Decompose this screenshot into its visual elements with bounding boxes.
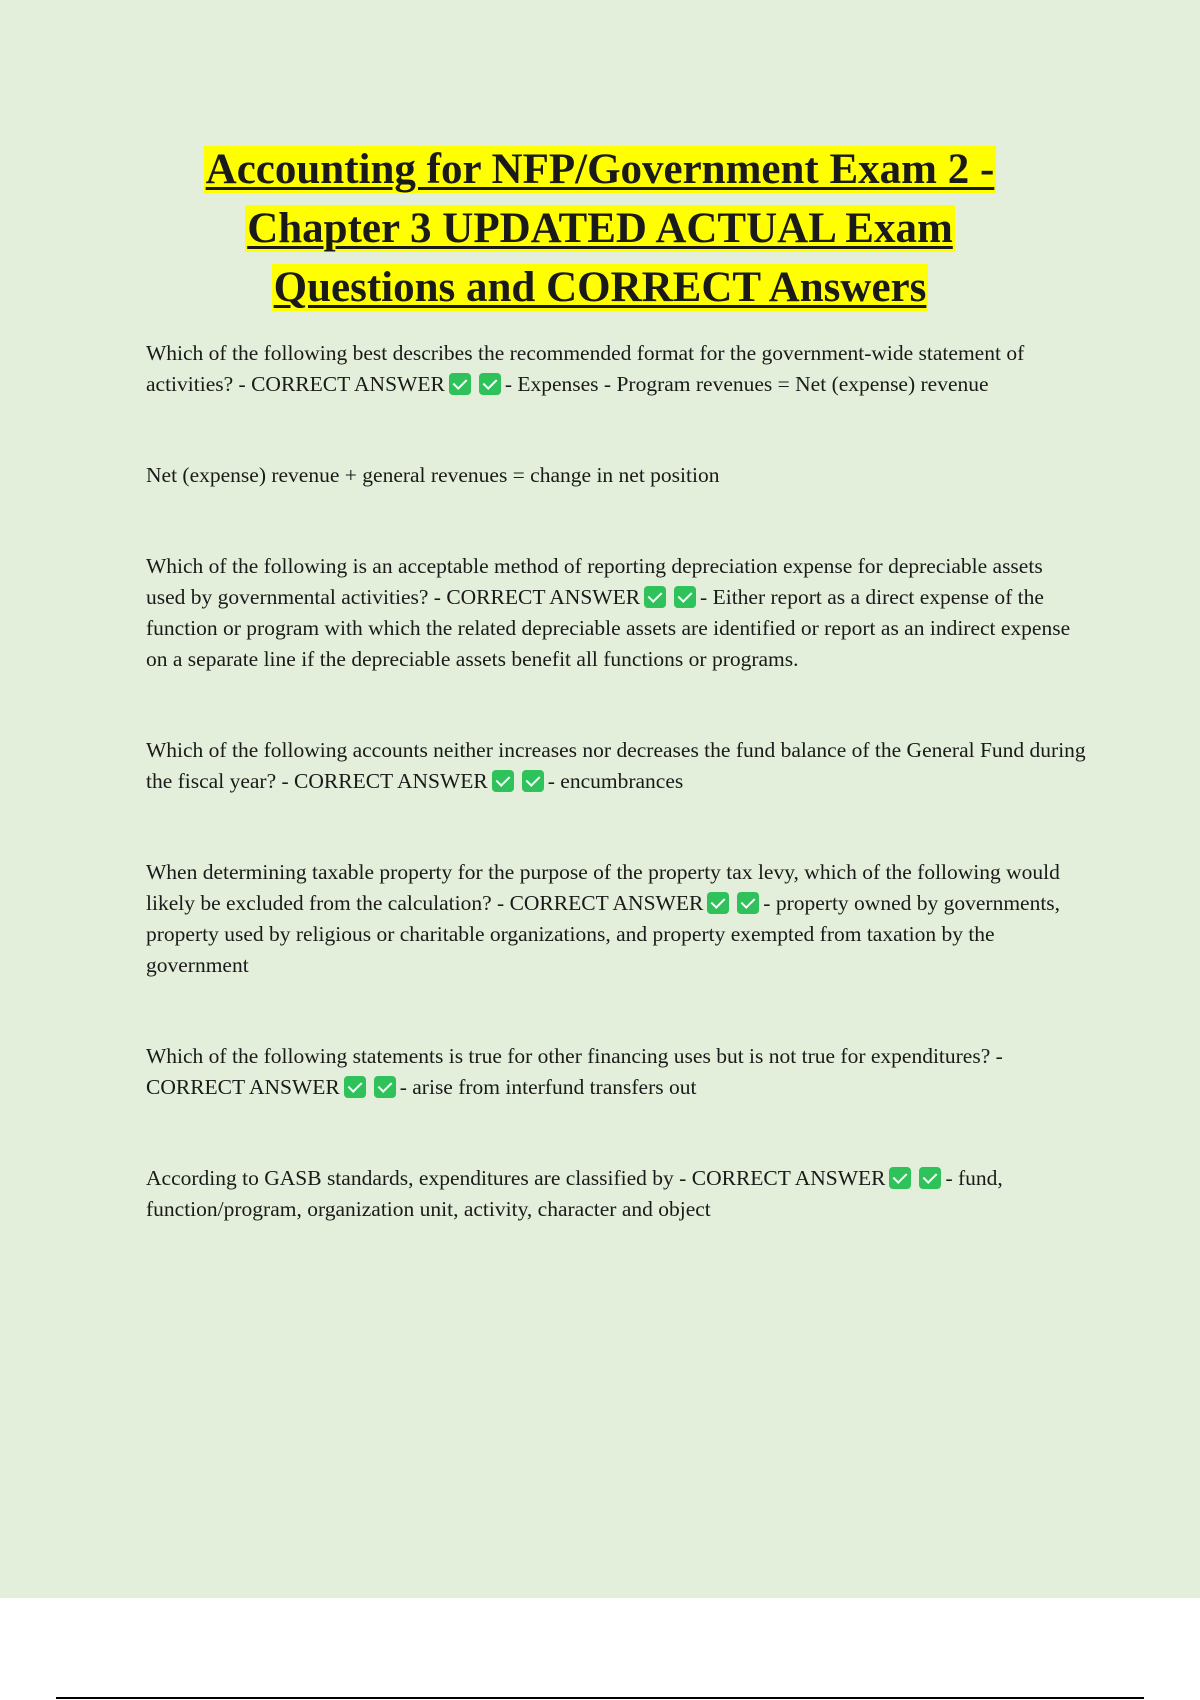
check-mark-icon	[522, 770, 544, 792]
check-mark-icon	[919, 1167, 941, 1189]
answer-text: - Either report as a direct expense of the function or program with which the related depreciable assets are identified or report as an indirect expense on a separate line if the depreciable assets benefit all functions or programs.	[146, 585, 1071, 671]
check-mark-icon	[644, 586, 666, 608]
qa-item	[146, 857, 1086, 981]
document-title	[120, 140, 1080, 317]
qa-list	[146, 338, 1086, 1225]
answer-marker: CORRECT ANSWER	[294, 769, 488, 793]
question-text: Which of the following statements is true for other financing uses but is not true for expenditures? -	[146, 1044, 1003, 1068]
check-mark-icon	[374, 1076, 396, 1098]
answer-text: - arise from interfund transfers out	[399, 1075, 697, 1099]
qa-continuation	[146, 460, 1086, 491]
answer-text: - fund, function/program, organization unit, activity, character and object	[146, 1166, 1003, 1221]
check-mark-icon	[889, 1167, 911, 1189]
check-mark-icon	[344, 1076, 366, 1098]
footer-divider	[56, 1697, 1144, 1699]
answer-text: - property owned by governments, property used by religious or charitable organizations, and property exempted from taxation by the government	[146, 891, 1061, 977]
answer-marker: CORRECT ANSWER	[446, 585, 641, 609]
answer-marker: CORRECT ANSWER	[146, 1075, 340, 1099]
question-text: Which of the following is an acceptable method of reporting depreciation expense for depreciable assets used by governmental activities? -	[146, 554, 1043, 609]
answer-marker: CORRECT ANSWER	[251, 372, 445, 396]
title-block	[120, 140, 1080, 317]
title-line: Questions and CORRECT Answers	[273, 264, 927, 311]
title-line: Chapter 3 UPDATED ACTUAL Exam	[247, 205, 953, 252]
check-mark-icon	[674, 586, 696, 608]
question-text: When determining taxable property for the purpose of the property tax levy, which of the following would likely be excluded from the calculation? -	[146, 860, 1060, 915]
check-mark-icon	[737, 892, 759, 914]
answer-marker: CORRECT ANSWER	[691, 1166, 886, 1190]
question-text: Which of the following accounts neither increases nor decreases the fund balance of the General Fund during the fiscal year? -	[146, 738, 1086, 793]
check-mark-icon	[492, 770, 514, 792]
answer-text: - Expenses - Program revenues = Net (expense) revenue	[504, 372, 989, 396]
check-mark-icon	[449, 373, 471, 395]
answer-marker: CORRECT ANSWER	[509, 891, 704, 915]
qa-item	[146, 735, 1086, 797]
continuation-text: Net (expense) revenue + general revenues = change in net position	[146, 463, 720, 487]
qa-item	[146, 338, 1086, 400]
check-mark-icon	[479, 373, 501, 395]
title-line: Accounting for NFP/Government Exam 2 -	[205, 146, 995, 193]
answer-text: - encumbrances	[547, 769, 684, 793]
question-text: According to GASB standards, expenditures are classified by -	[146, 1166, 692, 1190]
qa-item	[146, 551, 1086, 675]
qa-item	[146, 1163, 1086, 1225]
question-text: Which of the following best describes the recommended format for the government-wide statement of activities? -	[146, 341, 1025, 396]
qa-item	[146, 1041, 1086, 1103]
check-mark-icon	[707, 892, 729, 914]
